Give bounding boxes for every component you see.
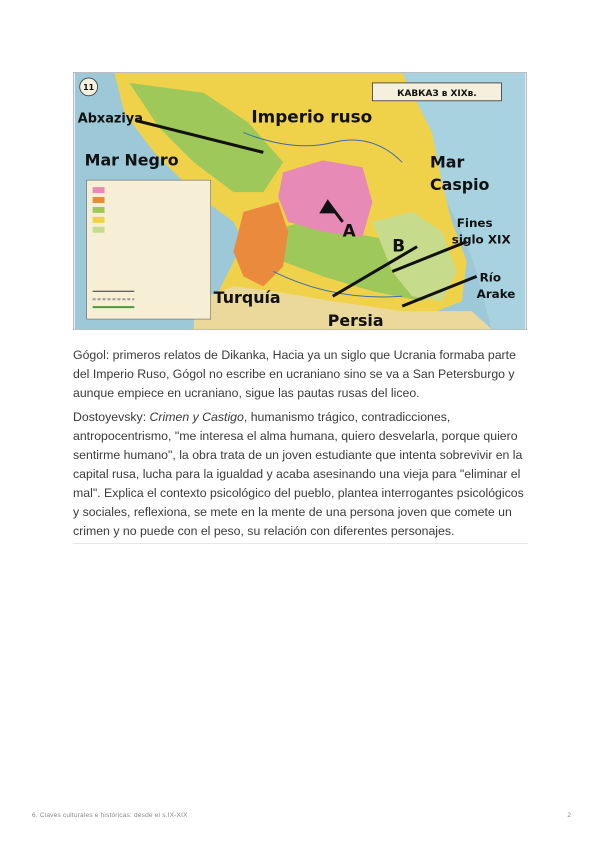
label-imperio-ruso: Imperio ruso <box>251 106 373 127</box>
label-turquia: Turquía <box>213 288 281 308</box>
label-mar-negro: Mar Negro <box>84 150 179 170</box>
footer-chapter-title: 6. Claves culturales e históricas: desde el s.IX-XIX <box>32 812 188 819</box>
paragraph-gogol <box>73 346 528 403</box>
paragraph-dostoyevsky <box>73 408 528 541</box>
legend-swatch <box>93 197 105 203</box>
caucasus-map <box>73 72 527 330</box>
legend-swatch <box>93 187 105 193</box>
label-fines-1: Fines <box>456 215 493 230</box>
legend-swatch <box>93 207 105 213</box>
label-b: B <box>392 235 406 256</box>
label-a: A <box>342 220 356 241</box>
label-rio-1: Río <box>479 270 502 285</box>
footer-page-number: 2 <box>567 812 571 819</box>
label-mar-caspio-1: Mar <box>429 152 465 172</box>
label-rio-2: Arake <box>476 287 516 302</box>
paragraph-gogol-text: Gógol: primeros relatos de Dikanka, Hacia ya un siglo que Ucrania formaba parte del Imperio Ruso, Gógol no escribe en ucraniano sino se va a San Petersburgo y aunque empiece en ucraniano, sigue las pautas rusas del liceo. <box>73 348 516 400</box>
label-persia: Persia <box>327 311 384 329</box>
label-mar-caspio-2: Caspio <box>429 175 490 195</box>
divider <box>73 543 528 544</box>
book-title: Crimen y Castigo <box>149 410 244 424</box>
plate-number: 11 <box>83 82 95 92</box>
paragraph-body: , humanismo trágico, contradicciones, antropocentrismo, "me interesa el alma humana, quiero desvelarla, porque quiero sentirme humano", la obra trata de un joven estudiante que intenta sobrevivir en la capital rusa, lucha para la igualdad y acaba asesinando una vieja para "eliminar el mal". Explica el contexto psicológico del pueblo, plantea interrogantes psicológicos y sociales, reflexiona, se mete en la mente de una persona joven que comete un crimen y no puede con el peso, su relación con diferentes personajes. <box>73 410 524 538</box>
map-title-ru: КАВКАЗ в XIXв. <box>397 88 477 99</box>
map-legend <box>87 180 211 319</box>
paragraph-lead: Dostoyevsky: <box>73 410 150 424</box>
label-fines-2: siglo XIX <box>451 232 511 247</box>
label-abxaziya: Abxaziya <box>77 111 143 127</box>
paragraph-dostoyevsky-text <box>73 408 528 541</box>
legend-swatch <box>93 217 105 223</box>
map-graphic <box>74 73 526 329</box>
legend-swatch <box>93 227 105 233</box>
